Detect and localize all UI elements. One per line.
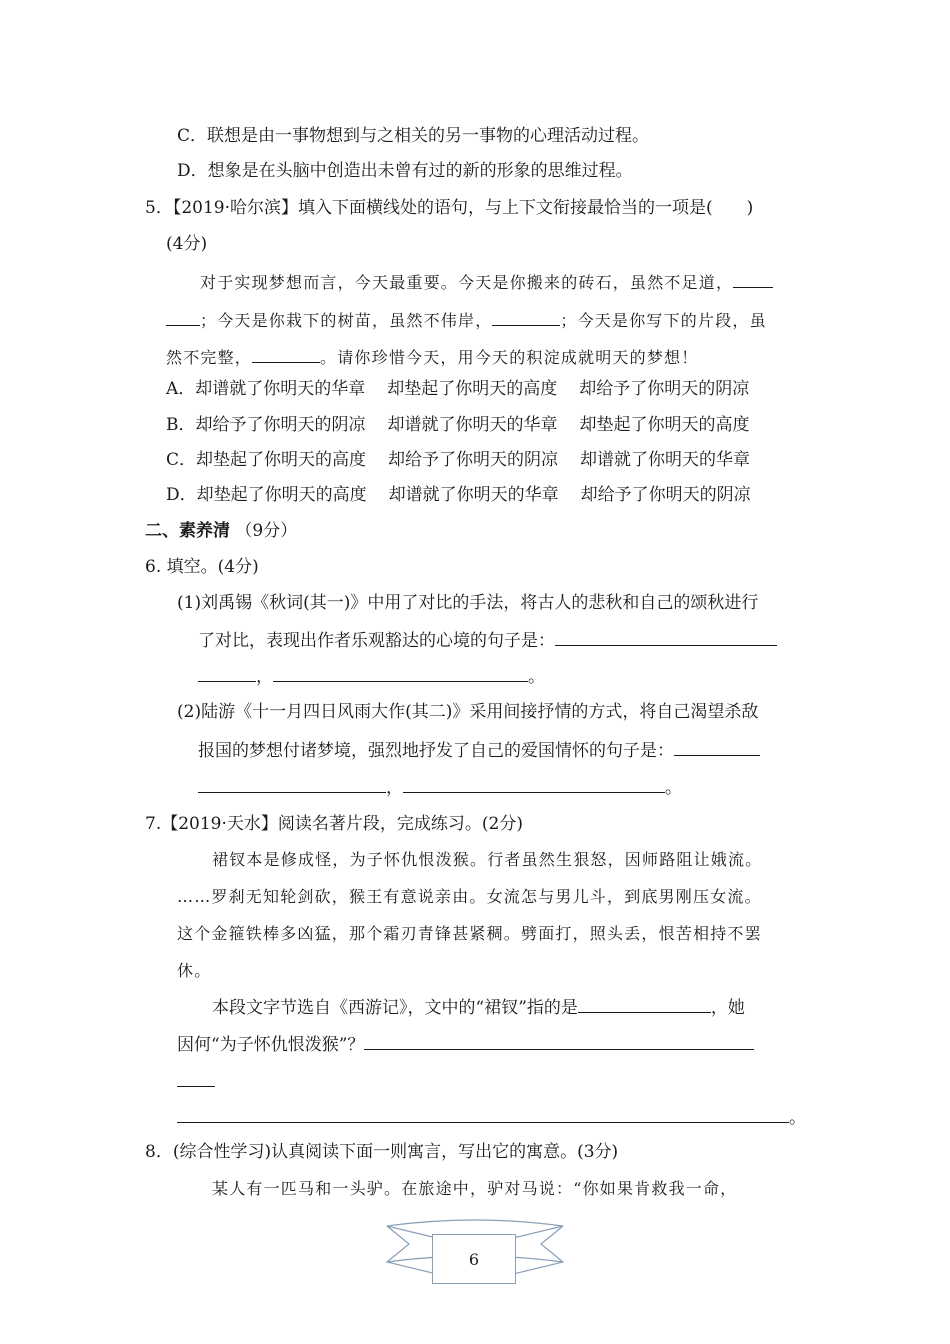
q7-period: 。: [789, 1108, 806, 1128]
q6-sub2-line2: [198, 737, 760, 763]
q7-passage-line4: 休。: [177, 961, 212, 980]
section2-score: （9分）: [235, 521, 298, 541]
q5-option-c-label: C．: [166, 450, 197, 470]
q5-option-a-part2: 却垫起了你明天的高度: [387, 379, 558, 399]
q5-option-c-part2: 却给予了你明天的阴凉: [388, 450, 559, 470]
q5-option-c-part3: 却谱就了你明天的华章: [580, 450, 751, 470]
q6-sub1-line2-text: 了对比，表现出作者乐观豁达的心境的句子是：: [198, 631, 555, 651]
q8-stem: 8．(综合性学习)认真阅读下面一则寓言，写出它的寓意。(3分): [145, 1142, 619, 1162]
q5-option-d-part3: 却给予了你明天的阴凉: [580, 485, 751, 505]
q7-question-text1: 本段文字节选自《西游记》，文中的“裙钗”指的是: [212, 998, 578, 1018]
q5-blank-1a: [733, 269, 773, 288]
q7-answer-line3: [177, 1068, 215, 1094]
q5-option-b: [166, 413, 750, 437]
q7-question-text1b: ，她: [710, 998, 745, 1018]
q5-option-d: [166, 483, 751, 507]
section2-heading: [145, 519, 297, 543]
q5-stem-line1: 5．【2019·哈尔滨】填入下面横线处的语句，与上下文衔接最恰当的一项是( ): [145, 198, 754, 218]
q5-option-a-label: A．: [166, 379, 196, 399]
q6-sub1-line2: [198, 627, 777, 653]
q5-option-b-part3: 却垫起了你明天的高度: [579, 415, 750, 435]
q5-stem-line2: (4分): [166, 234, 208, 254]
q7-question-line1: [212, 994, 745, 1020]
q5-passage-text3a: 然不完整，: [166, 348, 253, 367]
q5-option-d-part1: 却垫起了你明天的高度: [196, 485, 367, 505]
q7-question-line2: [177, 1031, 754, 1057]
q6-sub2-blank-1a: [674, 737, 760, 756]
q5-option-c: [166, 448, 750, 472]
q6-sub2-comma: ，: [386, 778, 403, 798]
q5-passage-line1: [200, 269, 773, 295]
q7-passage-line1: 裙钗本是修成怪，为子怀仇恨泼猴。行者虽然生狠怒，因师路阻让娥流。: [212, 850, 763, 869]
q6-sub2-line3: [198, 774, 682, 800]
q5-passage-line3: [166, 344, 698, 370]
q7-answer-line4: [177, 1104, 806, 1130]
q4-option-c: C．联想是由一事物想到与之相关的另一事物的心理活动过程。: [177, 126, 650, 146]
q6-sub1-blank-1b: [198, 663, 256, 682]
q6-sub1-blank-1a: [555, 627, 777, 646]
q6-sub2-blank-1b: [198, 774, 386, 793]
q5-passage-text2a: ；今天是你栽下的树苗，虽然不伟岸，: [200, 311, 493, 330]
q5-option-b-part2: 却谱就了你明天的华章: [387, 415, 558, 435]
q6-sub1-line3: [198, 663, 545, 689]
q5-blank-1b: [166, 307, 200, 326]
q5-option-b-part1: 却给予了你明天的阴凉: [195, 415, 366, 435]
q4-option-d: D．想象是在头脑中创造出未曾有过的新的形象的思维过程。: [177, 161, 633, 181]
q6-sub1-blank-2: [273, 663, 528, 682]
q5-option-c-part1: 却垫起了你明天的高度: [196, 450, 367, 470]
q5-blank-3: [252, 344, 320, 363]
q5-option-b-label: B．: [166, 415, 196, 435]
q6-sub2-period: 。: [665, 778, 682, 798]
q5-passage-text3b: 。请你珍惜今天，用今天的积淀成就明天的梦想！: [320, 348, 699, 367]
q6-sub2-line1: (2)陆游《十一月四日风雨大作(其二)》采用间接抒情的方式，将自己渴望杀敌: [177, 702, 759, 722]
q6-sub2-blank-2: [403, 774, 665, 793]
q5-passage-text2b: ；今天是你写下的片段，虽: [560, 311, 767, 330]
q7-blank-2b: [177, 1068, 215, 1087]
q7-blank-2a: [364, 1031, 754, 1050]
q5-passage-text1: 对于实现梦想而言，今天最重要。今天是你搬来的砖石，虽然不足道，: [200, 273, 734, 292]
q7-stem: 7.【2019·天水】阅读名著片段，完成练习。(2分): [145, 814, 523, 834]
q7-question-text2: 因何“为子怀仇恨泼猴”？: [177, 1035, 365, 1055]
q7-passage-line2: ……罗刹无知轮剑砍，猴王有意说亲由。女流怎与男儿斗，到底男刚压女流。: [177, 887, 762, 906]
q7-blank-1: [578, 994, 711, 1013]
q8-passage-line1: 某人有一匹马和一头驴。在旅途中，驴对马说：“你如果肯救我一命，: [212, 1179, 738, 1198]
q6-sub1-period: 。: [528, 667, 545, 687]
q5-option-a-part1: 却谱就了你明天的华章: [195, 379, 366, 399]
section2-title: 二、素养清: [145, 521, 230, 541]
q5-blank-2: [492, 307, 560, 326]
q6-sub1-line1: (1)刘禹锡《秋词(其一)》中用了对比的手法，将古人的悲秋和自己的颂秋进行: [177, 593, 759, 613]
q6-stem: 6. 填空。(4分): [145, 557, 259, 577]
q5-passage-line2: [166, 307, 767, 333]
q6-sub1-comma: ，: [256, 667, 273, 687]
q5-option-d-part2: 却谱就了你明天的华章: [388, 485, 559, 505]
q5-option-a: [166, 377, 749, 401]
q6-sub2-line2-text: 报国的梦想付诸梦境，强烈地抒发了自己的爱国情怀的句子是：: [198, 741, 674, 761]
q5-option-a-part3: 却给予了你明天的阴凉: [579, 379, 750, 399]
q7-blank-3: [177, 1104, 789, 1123]
page-number: 6: [432, 1234, 516, 1284]
q5-option-d-label: D．: [166, 485, 197, 505]
q7-passage-line3: 这个金箍铁棒多凶猛，那个霜刃青锋甚紧稠。劈面打，照头丢，恨苦相持不罢: [177, 924, 762, 943]
